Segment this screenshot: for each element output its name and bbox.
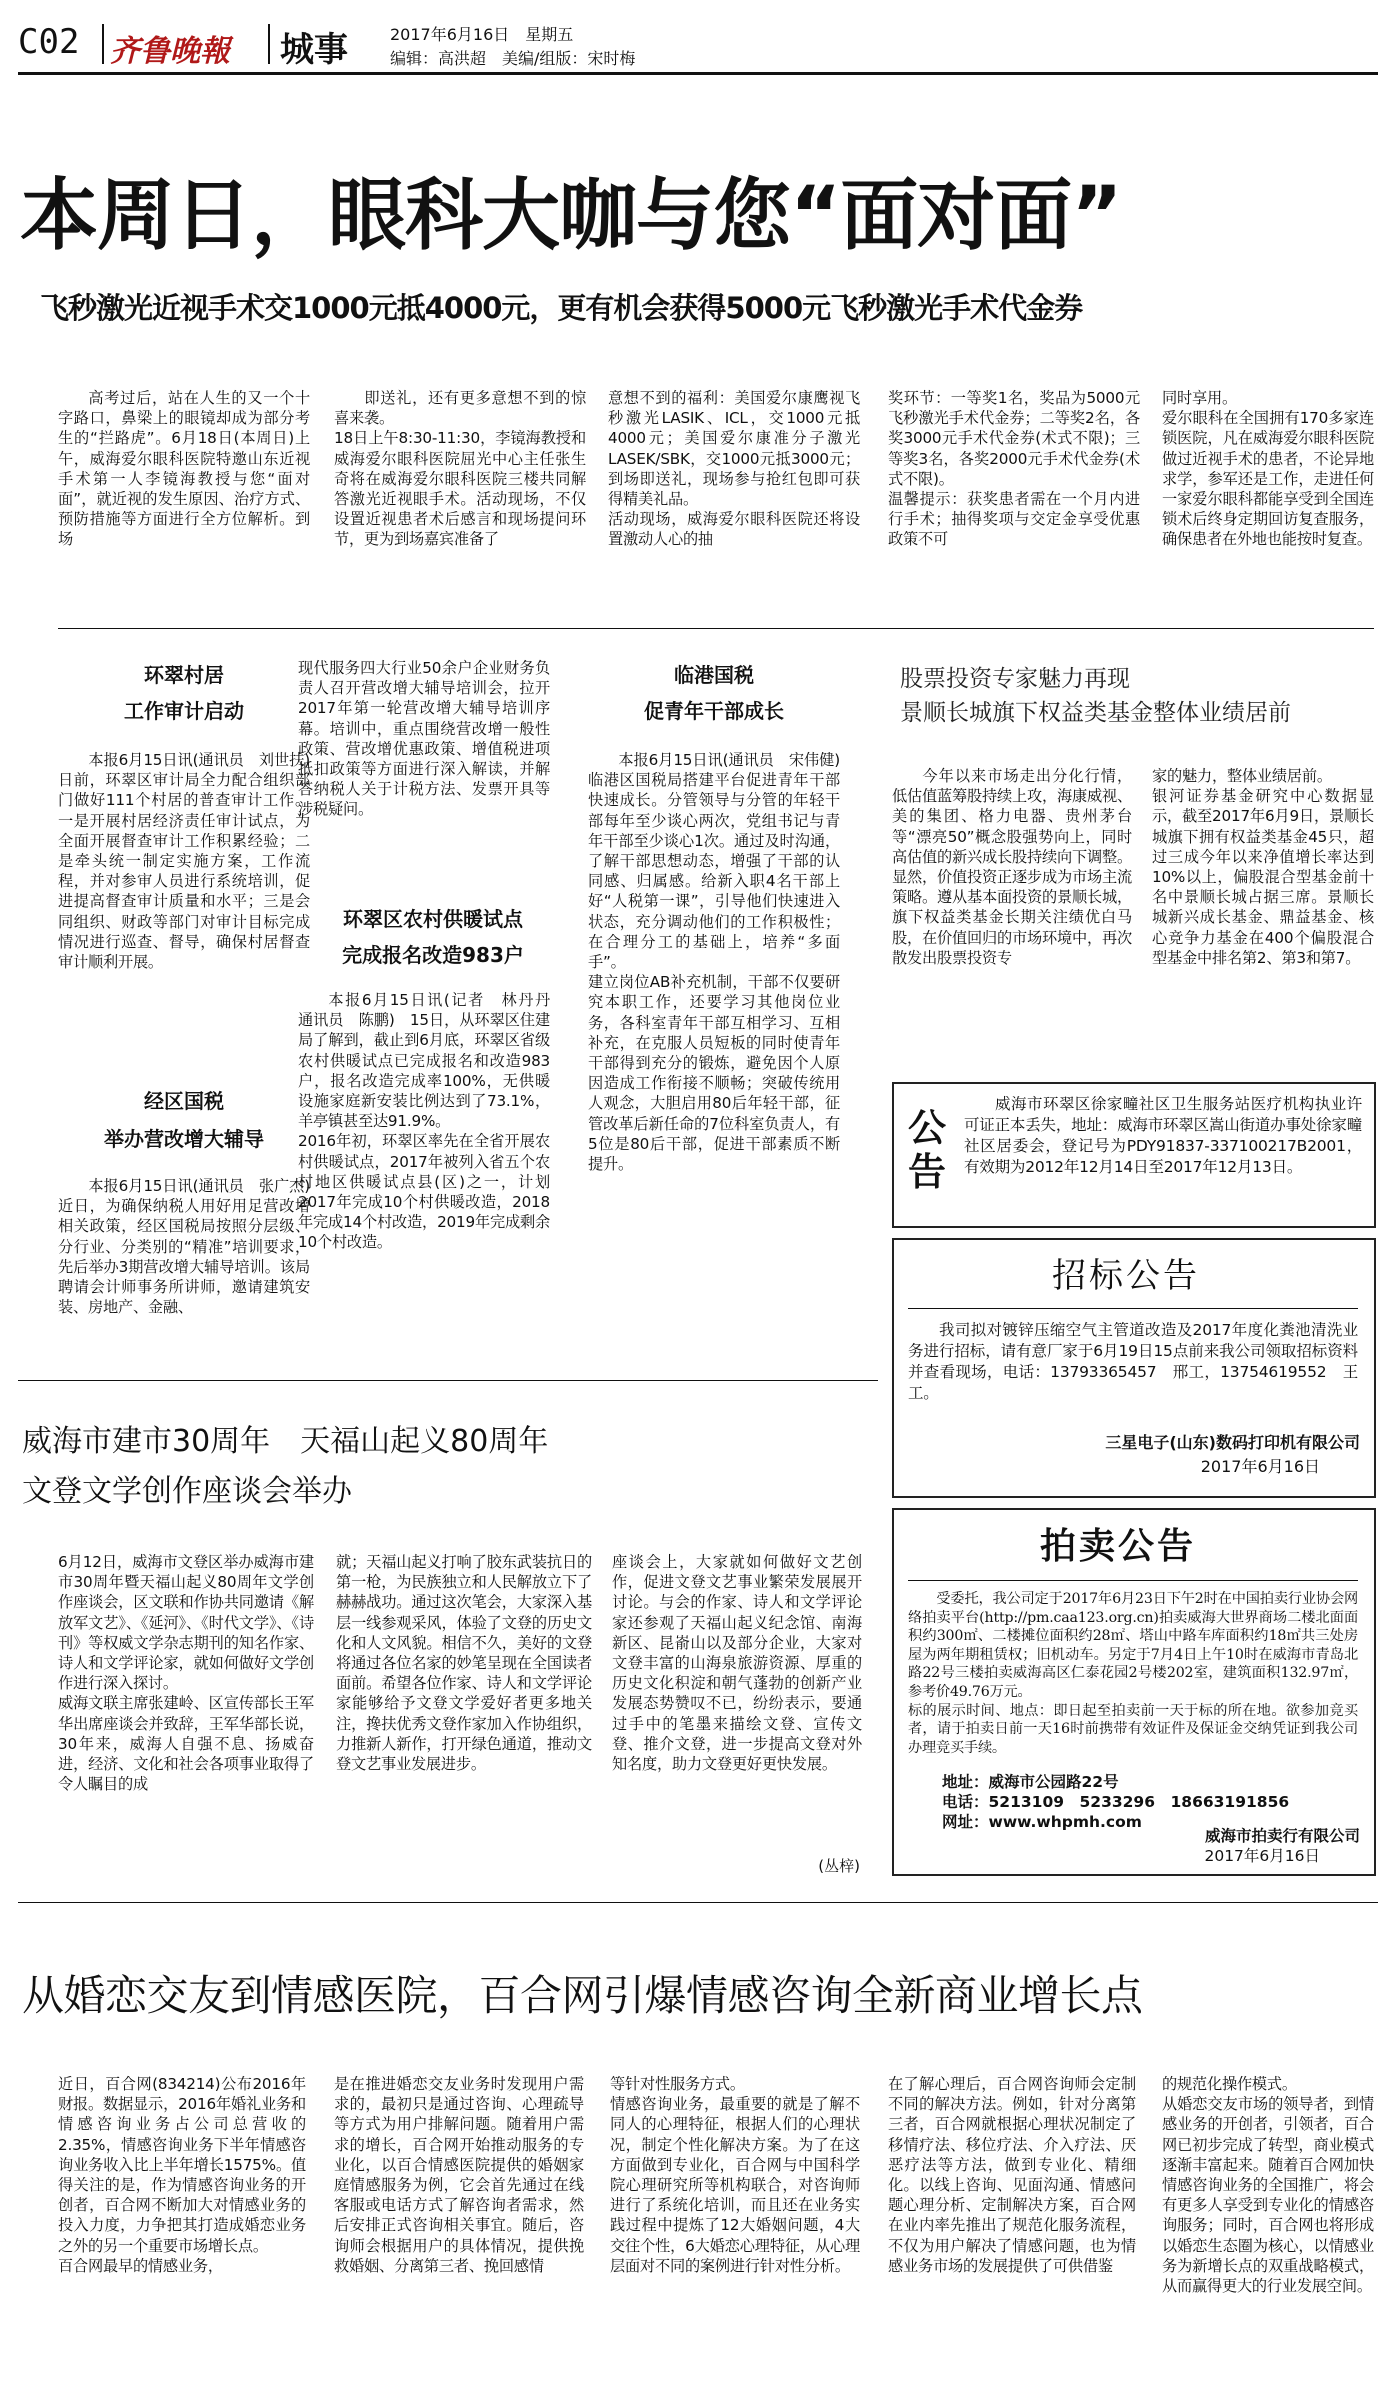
bid-body: 我司拟对镀锌压缩空气主管道改造及2017年度化粪池清洗业务进行招标，请有意厂家于6月19日15点前来我公司领取招标资料并查看现场，电话：13793365457 邢工，13754619552 王工。: [908, 1321, 1358, 1402]
auction-contact: [942, 1772, 1289, 1832]
stock-col1: 今年以来市场走出分化行情，低估值蓝筹股持续上攻，海康威视、美的集团、格力电器、贵州茅台等“漂亮50”概念股强势向上，同时高估值的新兴成长股持续向下调整。显然，价值投资正逐步成为市场主流策略。遵从基本面投资的景顺长城，旗下权益类基金长期关注绩优白马股，在价值回归的市场环境中，再次散发出股票投资专: [892, 767, 1132, 967]
masthead-separator: [102, 24, 104, 64]
auction-company: 威海市拍卖行有限公司: [1204, 1827, 1360, 1845]
s6-col1: 6月12日，威海市文登区举办威海市建市30周年暨天福山起义80周年文学创作座谈会，区文联和作协共同邀请《解放军文艺》、《延河》、《时代文学》、《诗刊》等权威文学杂志期刊的知名作家、诗人和文学评论家，就如何做好文学创作进行深入探讨。 威海文联主席张建岭、区宣传部长王军华出席座谈会并致辞，王军华部长说，30年来，威海人自强不息、扬威奋进，经济、文化和社会各项事业取得了令人瞩目的成: [58, 1553, 314, 1794]
stock-title-line1: 股票投资专家魅力再现: [900, 666, 1130, 692]
s1-body: 本报6月15日讯(通讯员 刘世扶) 日前，环翠区审计局全力配合组织部门做好111个村居的普查审计工作。一是开展村居经济责任审计试点，为全面开展督查审计工作积累经验；二是牵头统一制定实施方案，工作流程，并对参审人员进行系统培训，促进提高督查审计质量和水平；三是会同组织、财政等部门对审计目标完成情况进行巡查、督导，确保村居督查审计顺利开展。: [58, 751, 310, 972]
stock-col2: 家的魅力，整体业绩居前。 银河证券基金研究中心数据显示，截至2017年6月9日，景顺长城旗下拥有权益类基金45只，超过三成今年以来净值增长率达到10%以上，偏股混合型基金前十名中景顺长城占据三席。景顺长城新兴成长基金、鼎益基金、核心竞争力基金在400个偏股混合型基金中排名第2、第3和第7。: [1152, 767, 1374, 967]
s7-col: 在了解心理后，百合网咨询师会定制不同的解决方法。例如，针对分离第三者，百合网就根据心理状况制定了移情疗法、移位疗法、介入疗法、厌恶疗法等方法，做到专业化、精细化。以线上咨询、见面沟通、情感问题心理分析、定制解决方案，百合网在业内率先推出了规范化服务流程，不仅为用户解决了情感问题，也为情感业务市场的发展提供了可供借鉴: [888, 2075, 1136, 2275]
s2-title-line2: 举办营改增大辅导: [104, 1127, 264, 1151]
auction-web[interactable]: www.whpmh.com: [988, 1813, 1142, 1831]
masthead: [18, 20, 1378, 72]
s2-title-line1: 经区国税: [144, 1089, 224, 1113]
auction-date: 2017年6月16日: [1204, 1847, 1320, 1865]
lead-col: 奖环节：一等奖1名，奖品为5000元飞秒激光手术代金券；二等奖2名，各奖3000元手术代金券(术式不限)；三等奖3名，各奖2000元手术代金券(术式不限)。 温馨提示：获奖患者需在一个月内进行手术；抽得奖项与交定金享受优惠政策不可: [888, 389, 1140, 549]
s7-col: 近日，百合网(834214)公布2016年财报。数据显示，2016年婚礼业务和情感咨询业务占公司总营收的2.35%，情感咨询业务下半年情感咨询业务收入比上半年增长1575%。值得关注的是，作为情感咨询业务的开创者，百合网不断加大对情感业务的投入力度，力争把其打造成婚恋业务之外的另一个重要市场增长点。 百合网最早的情感业务，: [58, 2075, 306, 2275]
s7-col: 是在推进婚恋交友业务时发现用户需求的，最初只是通过咨询、心理疏导等方式为用户排解问题。随着用户需求的增长，百合网开始推动服务的专业化，以百合情感医院提供的婚姻家庭情感服务为例，它会首先通过在线客服或电话方式了解咨询者需求，然后安排正式咨询相关事宜。随后，咨询师会根据用户的具体情况，提供挽救婚姻、分离第三者、挽回感情: [334, 2075, 584, 2275]
auction-tel: 5213109 5233296 18663191856: [988, 1793, 1290, 1811]
s6-headline-line2: 文登文学创作座谈会举办: [22, 1474, 352, 1509]
s1-title-line2: 工作审计启动: [124, 699, 244, 723]
masthead-rule: [18, 72, 1378, 75]
lead-subhead: 飞秒激光近视手术交1000元抵4000元，更有机会获得5000元飞秒激光手术代金券: [40, 291, 1083, 325]
s4-title-line1: 环翠区农村供暖试点: [343, 907, 523, 931]
auction-body: 受委托，我公司定于2017年6月23日下午2时在中国拍卖行业协会网络拍卖平台(http://pm.caa123.org.cn)拍卖威海大世界商场二楼北面面积约300㎡、二楼摊位面积约28㎡、塔山中路车库面积约18㎡共三处房屋为两年期租赁权；旧机动车。另定于7月4日上午10时在威海市青岛北路22号三楼拍卖威海高区仁泰花园2号楼202室，建筑面积132.97㎡，参考价49.76万元。 标的展示时间、地点：即日起至拍卖前一天于标的所在地。欲参加竞买者，请于拍卖日前一天16时前携带有效证件及保证金交纳凭证到我公司办理竞买手续。: [908, 1591, 1358, 1756]
s2-body: 本报6月15日讯(通讯员 张广杰) 近日，为确保纳税人用好用足营改增相关政策，经区国税局按照分层级、分行业、分类别的“精准”培训要求，先后举办3期营改增大辅导培训。该局聘请会计师事务所讲师，邀请建筑安装、房地产、金融、: [58, 1177, 310, 1317]
s5-title-line1: 临港国税: [674, 663, 754, 687]
s7-top-rule: [18, 1902, 1378, 1903]
s6-col3: 座谈会上，大家就如何做好文艺创作，促进文登文艺事业繁荣发展展开讨论。与会的作家、诗人和文学评论家还参观了天福山起义纪念馆、南海新区、昆嵛山以及部分企业，大家对文登丰富的山海泉旅游资源、厚重的历史文化积淀和朝气蓬勃的创新产业发展态势赞叹不已，纷纷表示，要通过手中的笔墨来描绘文登、宣传文登、推介文登，进一步提高文登对外知名度，助力文登更好更快发展。: [612, 1553, 862, 1774]
bid-title: 招标公告: [1052, 1256, 1200, 1296]
s1-title-line1: 环翠村居: [144, 663, 224, 687]
auction-title: 拍卖公告: [1040, 1526, 1197, 1567]
s7-col: 等针对性服务方式。 情感咨询业务，最重要的就是了解不同人的心理特征，根据人们的心理状况，制定个性化解决方案。为了在这方面做到专业化，百合网与中国科学院心理研究所等机构联合，对咨询师进行了系统化培训，而且还在业务实践过程中提炼了12大婚姻问题，4大交往个性，6大婚恋心理特征，从心理层面对不同的案例进行针对性分析。: [610, 2075, 860, 2275]
lead-col: 同时享用。 爱尔眼科在全国拥有170多家连锁医院，凡在威海爱尔眼科医院做过近视手术的患者，不论异地求学，参军还是工作，走进任何一家爱尔眼科都能享受到全国连锁术后终身定期回访复查服务，确保患者在外地也能按时复查。: [1162, 389, 1374, 549]
auction-tel-label: 电话：: [942, 1793, 989, 1811]
section-label: 城事: [280, 30, 348, 70]
date-line: 2017年6月16日 星期五: [390, 25, 574, 44]
auction-addr-label: 地址：: [942, 1773, 989, 1791]
masthead-separator: [268, 24, 270, 64]
s7-col: 的规范化操作模式。 从婚恋交友市场的领导者，到情感业务的开创者，引领者，百合网已初步完成了转型，商业模式逐渐丰富起来。随着百合网加快情感咨询业务的全国推广，将会有更多人享受到专业化的情感咨询服务；同时，百合网也将形成以婚恋生态圈为核心，以情感业务为新增长点的双重战略模式，从而赢得更大的行业发展空间。: [1162, 2075, 1374, 2296]
s6-top-rule: [18, 1380, 878, 1381]
s4-body: 本报6月15日讯(记者 林丹丹 通讯员 陈鹏) 15日，从环翠区住建局了解到，截止到6月底，环翠区省级农村供暖试点已完成报名和改造983户，报名改造完成率100%，无供暖设施家庭新安装比例达到了73.1%，羊亭镇甚至达91.9%。 2016年初，环翠区率先在全省开展农村供暖试点，2017年被列入省五个农村地区供暖试点县(区)之一，计划2017年完成10个村供暖改造，2018年完成14个村改造，2019年完成剩余10个村改造。: [298, 991, 550, 1252]
s3-body: 现代服务四大行业50余户企业财务负责人召开营改增大辅导培训会，拉开2017年第一轮营改增大辅导培训序幕。培训中，重点围绕营改增一般性政策、营改增优惠政策、增值税进项抵扣政策等方面进行深入解读，并解答纳税人关于计税方法、发票开具等涉税疑问。: [298, 659, 550, 819]
s6-byline: (丛梓): [818, 1857, 860, 1875]
lead-headline: 本周日，眼科大咖与您“面对面”: [20, 171, 1122, 261]
bid-rule: [908, 1308, 1358, 1309]
page-number: C02: [18, 22, 80, 62]
lead-col: 意想不到的福利：美国爱尔康鹰视飞秒激光LASIK、ICL，交1000元抵4000元；美国爱尔康准分子激光LASEK/SBK，交1000元抵3000元；到场即送礼，现场参与抢红包即可获得精美礼品。 活动现场，威海爱尔眼科医院还将设置激动人心的抽: [608, 389, 860, 549]
s5-body: 本报6月15日讯(通讯员 宋伟健) 临港区国税局搭建平台促进青年干部快速成长。分管领导与分管的年轻干部每年至少谈心两次，党组书记与青年干部至少谈心1次。通过及时沟通，了解干部思想动态，增强了干部的认同感、归属感。给新入职4名干部上好“人税第一课”，引导他们快速进入状态，充分调动他们的工作积极性；在合理分工的基础上，培养“多面手”。 建立岗位AB补充机制，干部不仅要研究本职工作，还要学习其他岗位业务，各科室青年干部互相学习、互相补充，在克服人员短板的同时使青年干部得到充分的锻炼，避免因个人原因造成工作衔接不顺畅；突破传统用人观念，大胆启用80后年轻干部，征管改革后新任命的7位科室负责人，有5位是80后干部，促进干部素质不断提升。: [588, 751, 840, 1174]
auction-rule: [908, 1580, 1358, 1581]
notice-label: 公告: [908, 1106, 947, 1194]
lead-bottom-rule: [58, 628, 1374, 629]
auction-addr: 威海市公园路22号: [988, 1773, 1119, 1791]
bid-company: 三星电子(山东)数码打印机有限公司: [1105, 1433, 1360, 1452]
s4-title-line2: 完成报名改造983户: [342, 943, 524, 967]
auction-web-label: 网址：: [942, 1813, 989, 1831]
notice-body: 威海市环翠区徐家疃社区卫生服务站医疗机构执业许可证正本丢失，地址：威海市环翠区嵩山街道办事处徐家疃社区居委会，登记号为PDY91837-337100217B2001，有效期为2012年12月14日至2017年12月13日。: [964, 1095, 1362, 1176]
lead-col: 高考过后，站在人生的又一个十字路口，鼻梁上的眼镜却成为部分考生的“拦路虎”。6月18日(本周日)上午，威海爱尔眼科医院特邀山东近视手术第一人李镜海教授与您“面对面”，就近视的发生原因、治疗方式、预防措施等方面进行全方位解析。到场: [58, 389, 310, 549]
s5-title-line2: 促青年干部成长: [644, 699, 784, 723]
bid-date: 2017年6月16日: [1200, 1457, 1320, 1476]
s6-col2: 就；天福山起义打响了胶东武装抗日的第一枪，为民族独立和人民解放立下了赫赫战功。通过这次笔会，大家深入基层一线参观采风，体验了文登的历史文化和人文风貌。相信不久，美好的文登将通过各位名家的妙笔呈现在全国读者面前。希望各位作家、诗人和文学评论家能够给予文登文学爱好者更多地关注，搀扶优秀文登作家加入作协组织，力推新人新作，打开绿色通道，推动文登文艺事业发展进步。: [336, 1553, 592, 1774]
s7-headline: 从婚恋交友到情感医院，百合网引爆情感咨询全新商业增长点: [22, 1971, 1143, 2020]
stock-title-line2: 景顺长城旗下权益类基金整体业绩居前: [900, 700, 1291, 726]
s6-headline-line1: 威海市建市30周年 天福山起义80周年: [22, 1424, 549, 1459]
lead-col: 即送礼，还有更多意想不到的惊喜来袭。 18日上午8:30-11:30，李镜海教授和威海爱尔眼科医院屈光中心主任张生奇将在威海爱尔眼科医院三楼共同解答激光近视眼手术。活动现场，不仅设置近视患者术后感言和现场提问环节，更为到场嘉宾准备了: [334, 389, 586, 549]
logo: 齐鲁晚報: [110, 34, 230, 69]
editor-line: 编辑：高洪超 美编/组版：宋时梅: [390, 49, 636, 68]
